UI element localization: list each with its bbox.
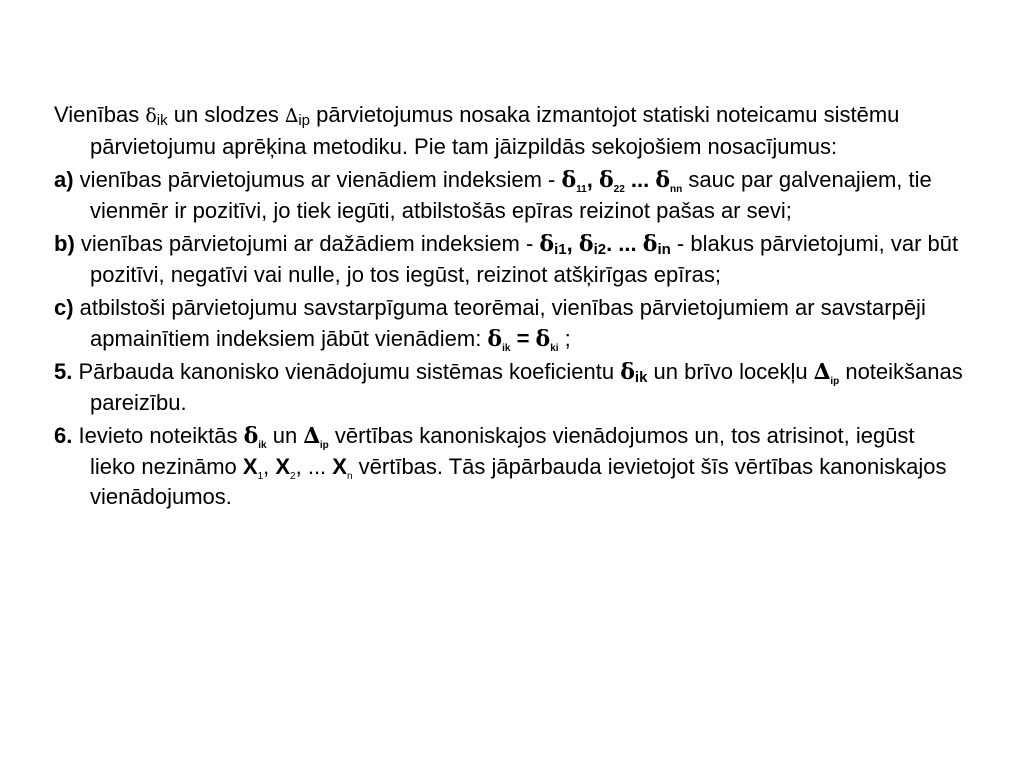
delta-symbol: δ [620, 359, 635, 385]
slide-body [54, 100, 964, 516]
subscript: 2 [290, 470, 296, 482]
text: vienības pārvietojumus ar vienādiem indeksiem - [73, 167, 562, 192]
unknown-x: X [332, 453, 347, 479]
text: un slodzes [167, 102, 286, 127]
subscript: n [346, 470, 353, 482]
text: atbilstoši pārvietojumu savstarpīguma teorēmai, vienības pārvietojumiem ar savstarpēji apmainītiem indeksiem jābūt vienādiem: [73, 295, 926, 351]
paragraph-5 [54, 357, 964, 418]
paragraph-intro [54, 100, 964, 162]
subscript: ik [156, 112, 168, 129]
subscript: in [657, 241, 671, 258]
text: vērtības. Tās jāpārbauda ievietojot šīs vērtības kanoniskajos vienādojumos. [90, 453, 947, 509]
comma: , [586, 167, 593, 192]
delta-symbol: δ [642, 231, 658, 257]
text: ; [558, 325, 571, 351]
text: - blakus pārvietojumi, var būt pozitīvi, negatīvi vai nulle, jo tos iegūst, reizinot atšķirīgas epīras; [90, 231, 959, 287]
subscript: ip [830, 376, 840, 387]
text: sauc par galvenajiem, tie vienmēr ir pozitīvi, jo tiek iegūti, atbilstošās epīras reizinot pašas ar sevi; [90, 167, 932, 223]
ellipsis: . ... [606, 231, 637, 256]
comma: , [263, 453, 276, 479]
delta-symbol: δ [539, 231, 555, 257]
delta-symbol: δ [243, 423, 259, 449]
subscript: ik [502, 342, 511, 354]
text: Pārbauda kanonisko vienādojumu sistēmas koeficientu [72, 359, 621, 384]
subscript: nn [670, 184, 683, 195]
unknown-x: X [275, 453, 291, 479]
ellipsis: , ... [295, 453, 333, 479]
equals-sign: = [510, 325, 536, 351]
subscript: i2 [593, 241, 607, 258]
subscript: 22 [613, 184, 625, 195]
paragraph-6 [54, 421, 964, 513]
delta-symbol: δ [535, 325, 551, 352]
item-label: a) [54, 167, 74, 192]
text: un brīvo locekļu [647, 359, 814, 384]
text: un [266, 423, 304, 448]
delta-symbol: δ [578, 231, 594, 257]
delta-symbol: δ [598, 167, 614, 193]
step-number: 5. [54, 359, 73, 384]
text: Vienības [54, 102, 146, 127]
text: Ievieto noteiktās [72, 423, 244, 448]
text: pārvietojumus nosaka izmantojot statiski noteicamu sistēmu pārvietojumu aprēķina metodiku. Pie tam jāizpildās sekojošiem nosacījumus: [90, 102, 900, 159]
subscript: ki [550, 342, 559, 354]
comma: , [566, 231, 573, 256]
delta-symbol: δ [561, 167, 577, 193]
capital-delta-symbol: ∆ [813, 359, 831, 385]
delta-symbol: δ [655, 167, 671, 193]
delta-symbol: δ [145, 105, 157, 127]
unknown-x: X [242, 453, 258, 479]
subscript: ip [298, 112, 311, 129]
subscript: ik [258, 440, 267, 451]
subscript: 11 [576, 184, 587, 195]
delta-symbol: δ [487, 325, 503, 352]
text: noteikšanas pareizību. [90, 359, 963, 415]
capital-delta-symbol: ∆ [285, 105, 299, 127]
paragraph-a [54, 165, 964, 226]
subscript: 1 [257, 470, 264, 482]
item-label: b) [54, 231, 75, 256]
step-number: 6. [54, 423, 73, 448]
subscript: ik [634, 369, 648, 386]
text: vienības pārvietojumi ar dažādiem indeksiem - [74, 231, 540, 256]
subscript: i1 [554, 241, 567, 258]
item-label: c) [54, 295, 74, 320]
capital-delta-symbol: ∆ [303, 423, 320, 449]
paragraph-c [54, 293, 964, 354]
ellipsis: ... [624, 167, 650, 192]
paragraph-b [54, 229, 964, 290]
text: vērtības kanoniskajos vienādojumos un, tos atrisinot, iegūst lieko nezināmo [90, 423, 915, 479]
subscript: ip [319, 440, 329, 451]
